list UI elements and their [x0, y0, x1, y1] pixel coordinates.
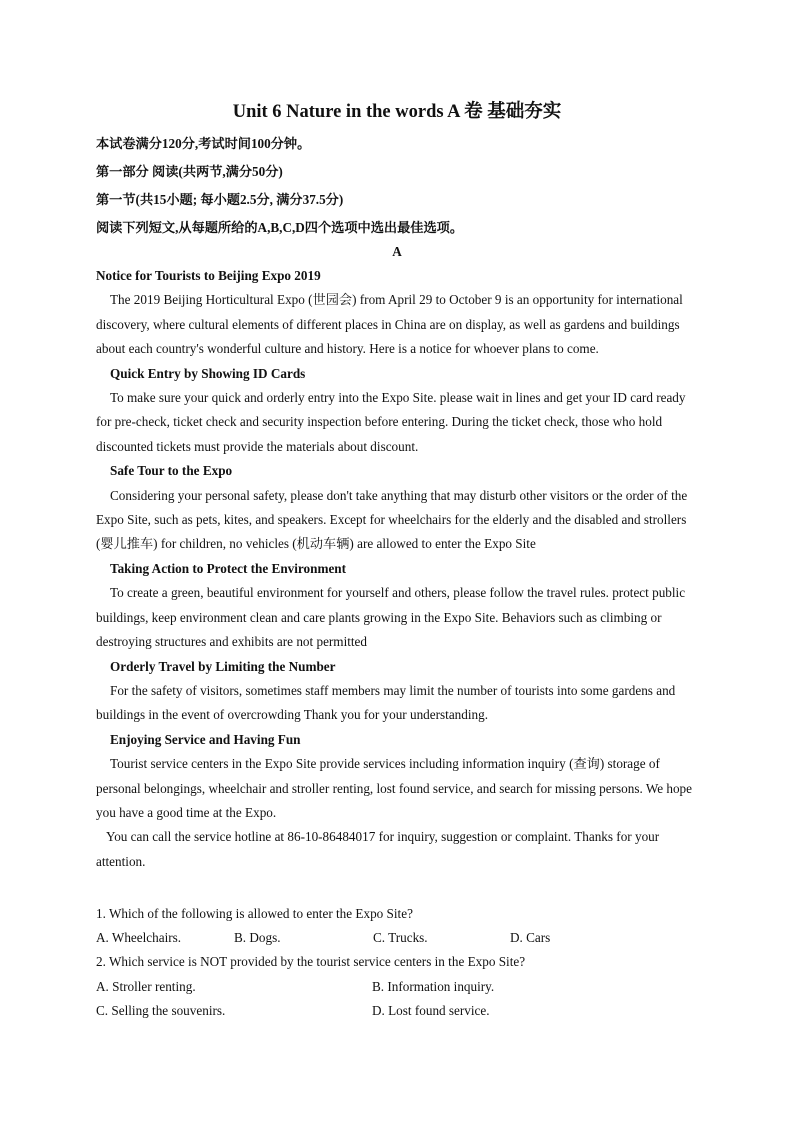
question-2-option-a: A. Stroller renting.: [96, 979, 196, 994]
question-1-option-b: B. Dogs.: [234, 930, 281, 945]
part-heading: 第一部分 阅读(共两节,满分50分): [96, 164, 283, 179]
section-5-heading: Enjoying Service and Having Fun: [110, 731, 301, 747]
closing-text: You can call the service hotline at 86-10-86484017 for inquiry, suggestion or complaint. Thanks for your attention.: [96, 829, 660, 869]
section-2-text: Considering your personal safety, please don't take anything that may disturb other visitors or the order of the Expo Site, such as pets, kites, and speakers. Except for wheelchairs for the elderly and the disabled and strollers (婴儿推车) for children, no vehicles (机动车辆) are allowed to enter the Expo Site: [96, 487, 688, 552]
page-title: Unit 6 Nature in the words A 卷 基础夯实: [232, 102, 562, 122]
section-heading: 第一节(共15小题; 每小题2.5分, 满分37.5分): [96, 192, 344, 207]
passage-intro: The 2019 Beijing Horticultural Expo (世园会) from April 29 to October 9 is an opportunity for international discovery, where cultural elements of different places in China are on display, as well as gardens and buildings about each country's wonderful culture and history. Here is a notice for whoever plans to come.: [96, 292, 683, 357]
question-1-option-d: D. Cars: [510, 930, 551, 945]
question-2-option-b: B. Information inquiry.: [372, 979, 495, 994]
exam-info-line: 本试卷满分120分,考试时间100分钟。: [96, 136, 311, 151]
section-2-heading: Safe Tour to the Expo: [110, 463, 233, 479]
passage-letter: A: [392, 244, 402, 259]
question-2-option-c: C. Selling the souvenirs.: [96, 1003, 226, 1018]
instructions-line: 阅读下列短文,从每题所给的A,B,C,D四个选项中选出最佳选项。: [96, 220, 464, 235]
question-1-option-a: A. Wheelchairs.: [96, 930, 182, 945]
question-2-option-d: D. Lost found service.: [372, 1003, 490, 1018]
question-2-stem: 2. Which service is NOT provided by the tourist service centers in the Expo Site?: [96, 954, 526, 969]
section-1-heading: Quick Entry by Showing ID Cards: [110, 365, 306, 381]
section-5-text: Tourist service centers in the Expo Site provide services including information inquiry (查询) storage of personal belongings, wheelchair and stroller renting, lost found service, and search for missing persons. We hope you have a good time at the Expo.: [96, 756, 693, 820]
section-4-heading: Orderly Travel by Limiting the Number: [110, 658, 336, 674]
question-1-option-c: C. Trucks.: [373, 930, 428, 945]
notice-title: Notice for Tourists to Beijing Expo 2019: [96, 268, 321, 283]
passage: [96, 264, 698, 874]
question-1-stem: 1. Which of the following is allowed to enter the Expo Site?: [96, 906, 413, 921]
section-4-text: For the safety of visitors, sometimes staff members may limit the number of tourists into some gardens and buildings in the event of overcrowding Thank you for your understanding.: [96, 682, 676, 723]
section-1-text: To make sure your quick and orderly entry into the Expo Site. please wait in lines and get your ID card ready for pre-check, ticket check and security inspection before entering. During the ticket check, those who hold discounted tickets must provide the materials about discount.: [96, 390, 686, 454]
section-3-heading: Taking Action to Protect the Environment: [110, 560, 347, 576]
section-3-text: To create a green, beautiful environment for yourself and others, please follow the travel rules. protect public buildings, keep environment clean and care plants growing in the Expo Site. Behaviors such as climbing or destroying structures and exhibits are not permitted: [96, 585, 686, 650]
